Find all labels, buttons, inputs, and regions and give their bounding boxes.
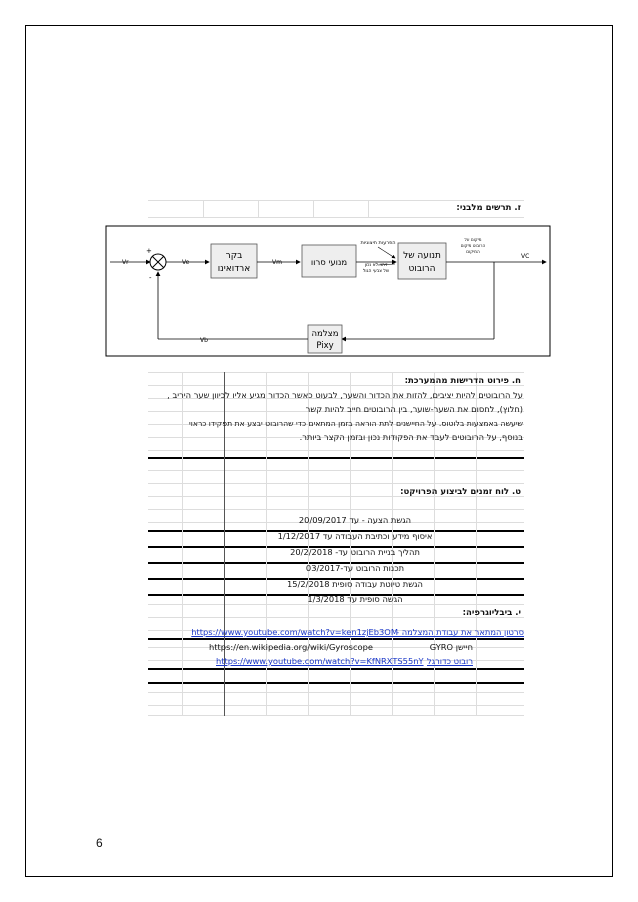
- controller-label-2: ארדואינו: [217, 264, 251, 274]
- requirements-line-4: בנוסף, על הרובוטים לעבד את הפקודות נכון ובזמן הקצר ביותר.: [299, 432, 523, 442]
- ref-3-url[interactable]: https://www.youtube.com/watch?v=KfNRXTS55nY: [216, 656, 424, 666]
- signal-vm: Vm: [272, 259, 282, 266]
- signal-ve: Ve: [182, 259, 190, 266]
- robot-label-2: הרובוט: [408, 264, 436, 274]
- ref-1-url[interactable]: https://www.youtube.com/watch?v=ken1zjEb3OM: [191, 627, 398, 637]
- requirements-line-3: שיעשה באמצעות בלוטוס. על החיישנים לתת הוראה בזמן המתאים כדי שהרובוט יבצע את תפקידו כראוי: [189, 419, 523, 428]
- ref-2-url[interactable]: https://en.wikipedia.org/wiki/Gyroscope: [209, 642, 373, 652]
- bibliography-ref-3: [150, 656, 524, 668]
- schedule-item-5: הגשת טיוטת עבודה סופית 15/2/2018: [287, 579, 423, 589]
- section-z-heading: ז. תרשים מלבני:: [456, 203, 521, 213]
- ref-1-label[interactable]: סרטון המתאר את עבודת המצלמה -: [396, 627, 524, 637]
- signal-vc: VC: [521, 253, 530, 260]
- ref-3-label[interactable]: רובוט כדורגל: [426, 656, 473, 666]
- controller-label-1: בקר: [225, 251, 243, 261]
- signal-vr: Vr: [122, 259, 129, 266]
- disturbance-right-3: המיקום: [466, 249, 480, 254]
- section-y-heading: י. ביבליוגרפיה:: [462, 608, 521, 618]
- robot-label-1: תנועה של: [403, 251, 441, 261]
- section-t-heading: ט. לוח זמנים לביצוע הפרויקט:: [400, 487, 521, 497]
- camera-label-1: מצלמה: [311, 329, 339, 339]
- schedule-item-6: הגשה סופית עד 1/3/2018: [307, 594, 403, 604]
- bibliography-ref-2: [150, 642, 524, 654]
- ref-2-label: חיישן GYRO: [429, 642, 473, 652]
- schedule-item-1: הגשת הצעה - עד 20/09/2017: [298, 515, 412, 525]
- signal-plus: +: [146, 247, 152, 255]
- requirements-line-1: על הרובוטים להיות יציבים, להזות את הכדור והשער, לבעוט כאשר הכדור מגיע אליו לכיוון שער היריב ,: [167, 390, 523, 400]
- disturbance-mid-2: של צבעי הגול: [362, 269, 390, 274]
- requirements-line-2: (חלוץ), לחסום את השער-שוער, בין הרובוטים חייב להיות קשר: [305, 404, 523, 414]
- disturbance-right-2: הרובוט מיקום: [460, 243, 486, 248]
- signal-minus: -: [149, 274, 152, 282]
- bibliography-ref-1: [150, 627, 524, 639]
- disturbance-top: הפרעות חיצוניות: [360, 240, 396, 246]
- schedule-item-3: תהליך בניית הרובוט עד- 20/2/2018: [290, 547, 420, 557]
- schedule-item-4: תכנות הרובוט עד-03/2017: [305, 563, 405, 573]
- signal-vb: Vb: [200, 337, 208, 344]
- disturbance-mid-1: זיהוי לא נכון: [364, 263, 388, 268]
- page-number: 6: [96, 836, 103, 850]
- section-h-heading: ח. פירוט הדרישות מהמערכת:: [404, 376, 521, 386]
- camera-label-2: Pixy: [316, 341, 334, 351]
- schedule-item-2: איסוף מידע וכתיבת העבודה עד 1/12/2017: [277, 531, 433, 541]
- servo-label: מנועי סרוו: [310, 258, 348, 268]
- disturbance-right-1: מיקום על: [464, 237, 482, 242]
